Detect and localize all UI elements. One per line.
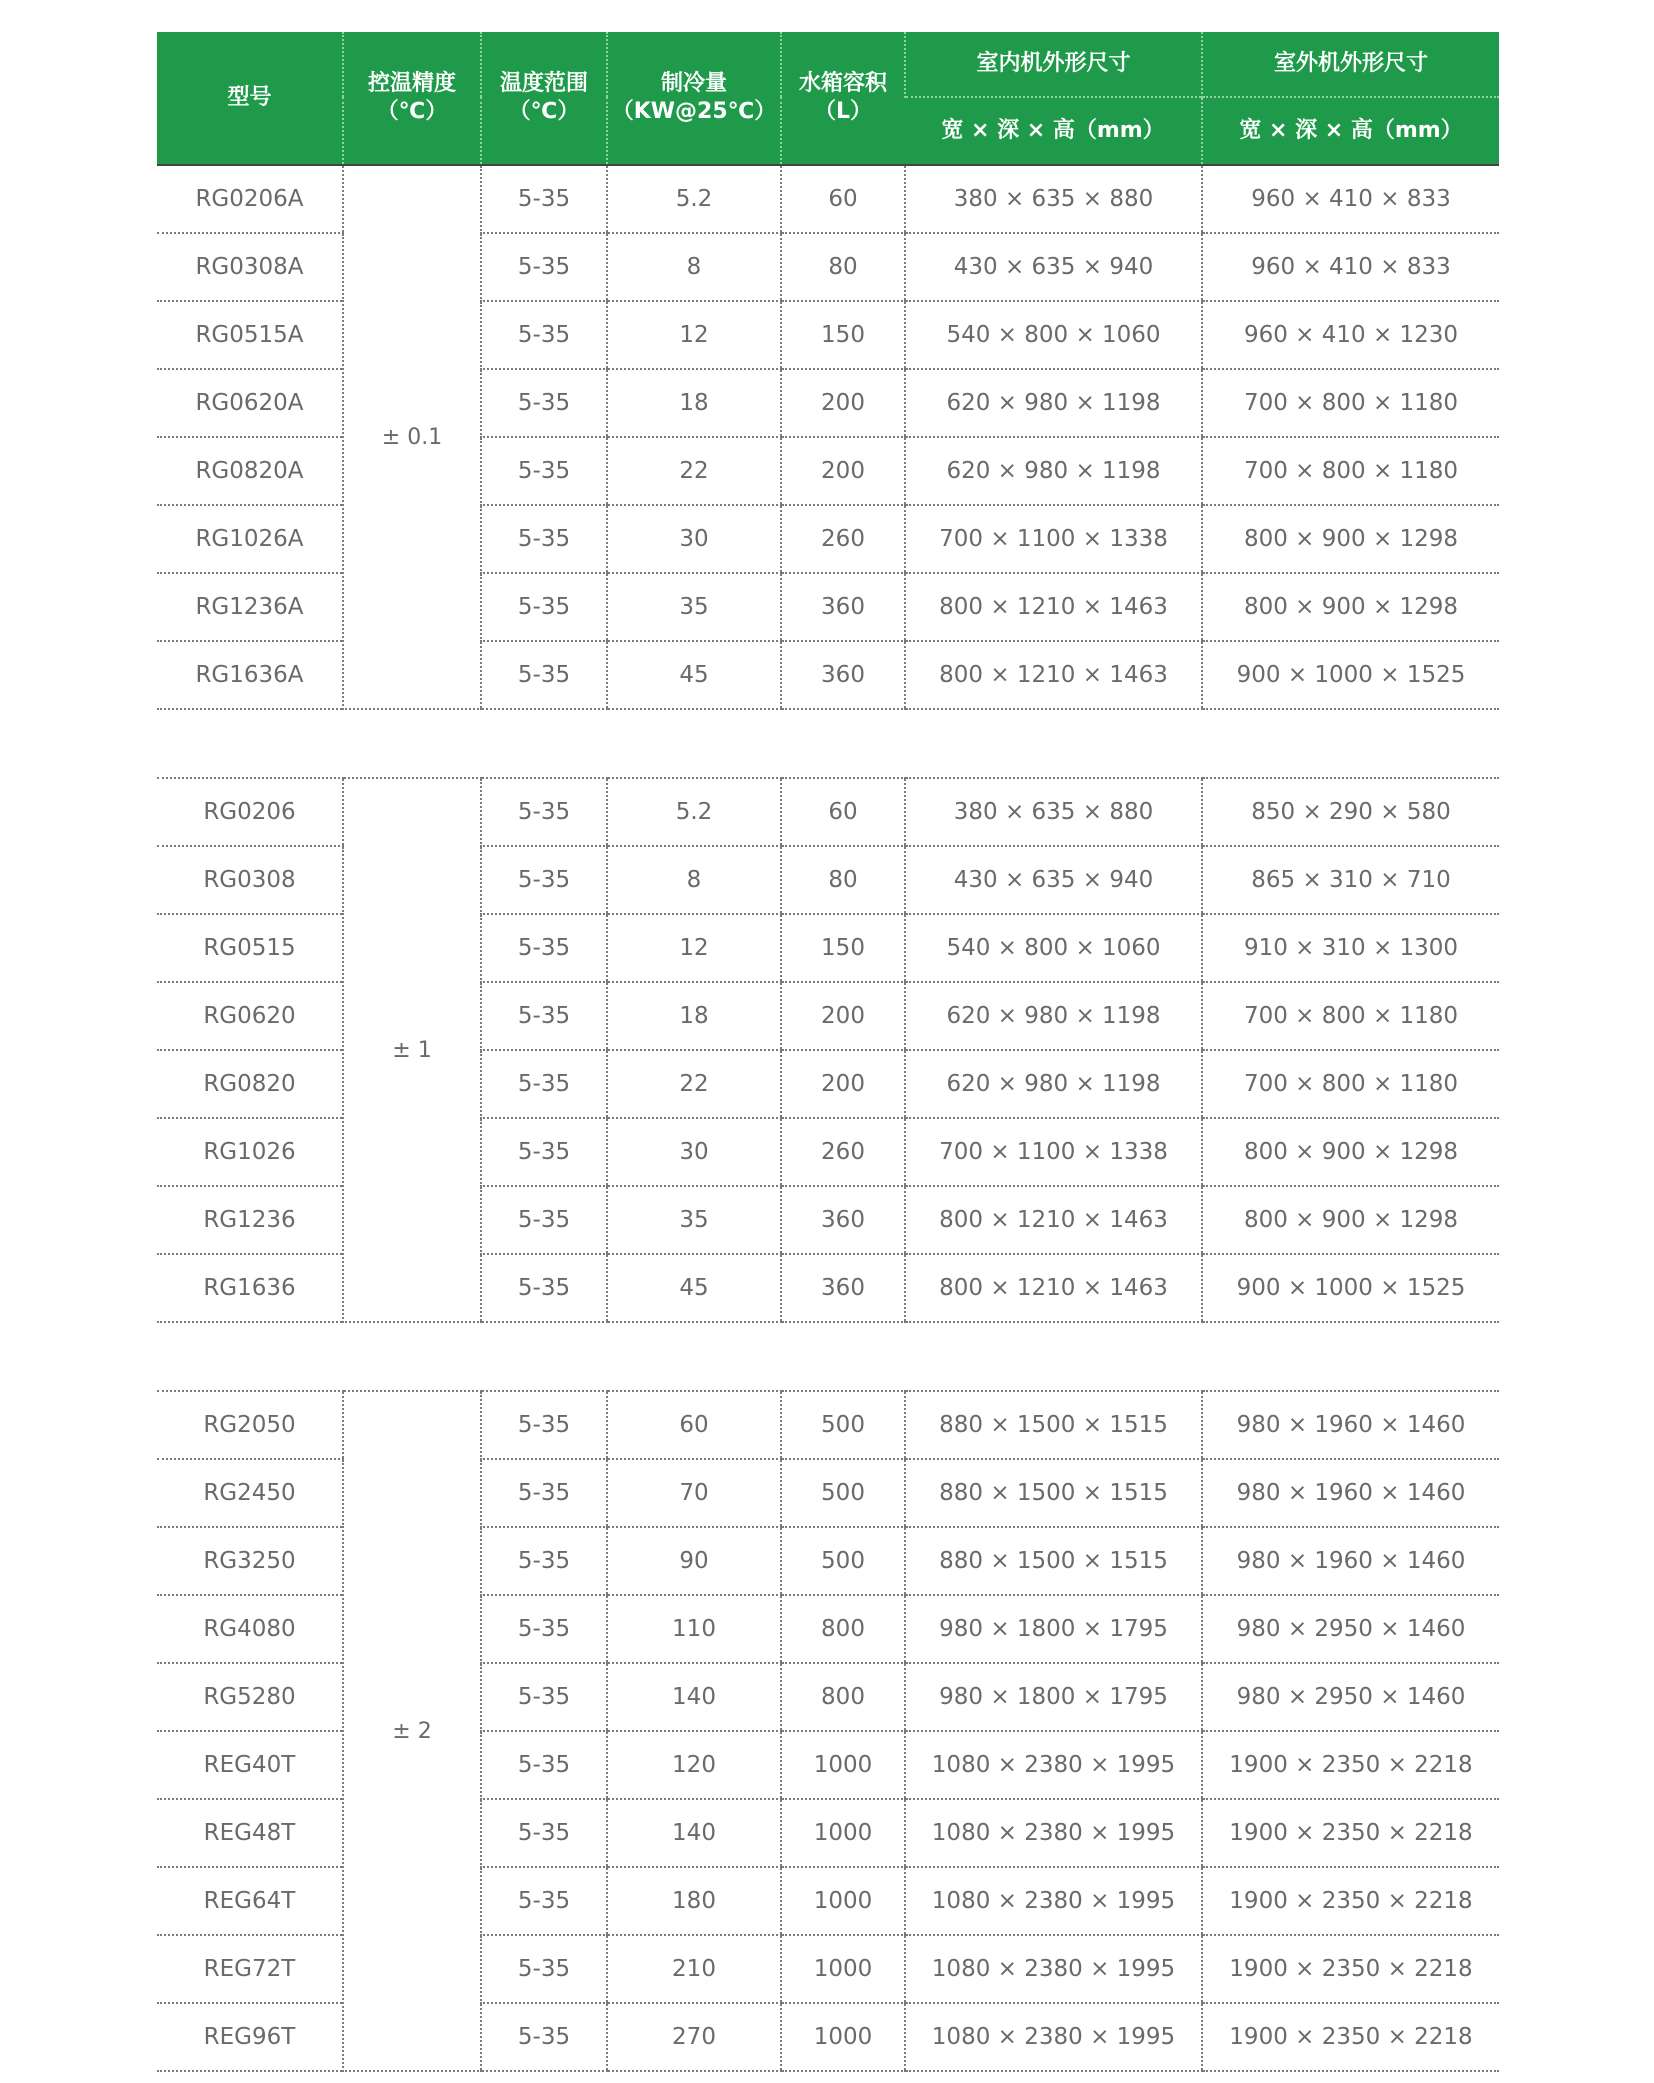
indoor-dimensions-cell: 620 × 980 × 1198 [905, 1050, 1202, 1118]
outdoor-dimensions-cell: 800 × 900 × 1298 [1202, 505, 1499, 573]
outdoor-dimensions-cell: 1900 × 2350 × 2218 [1202, 2003, 1499, 2071]
group-accuracy-2 [157, 1391, 1499, 2071]
header-temp-range-label: 温度范围 [499, 71, 588, 96]
tank-volume-cell: 60 [781, 165, 905, 233]
tank-volume-cell: 200 [781, 437, 905, 505]
accuracy-cell: ± 2 [343, 1391, 481, 2071]
accuracy-cell: ± 1 [343, 778, 481, 1322]
cooling-capacity-cell: 5.2 [607, 165, 781, 233]
outdoor-dimensions-cell: 1900 × 2350 × 2218 [1202, 1799, 1499, 1867]
cooling-capacity-cell: 140 [607, 1663, 781, 1731]
temp-range-cell: 5-35 [481, 1118, 607, 1186]
header-accuracy-unit: （℃） [376, 99, 448, 124]
cooling-capacity-cell: 22 [607, 437, 781, 505]
cooling-capacity-cell: 120 [607, 1731, 781, 1799]
temp-range-cell: 5-35 [481, 505, 607, 573]
indoor-dimensions-cell: 430 × 635 × 940 [905, 233, 1202, 301]
temp-range-cell: 5-35 [481, 1663, 607, 1731]
indoor-dimensions-cell: 1080 × 2380 × 1995 [905, 1867, 1202, 1935]
model-cell: RG4080 [157, 1595, 343, 1663]
tank-volume-cell: 150 [781, 914, 905, 982]
tank-volume-cell: 500 [781, 1459, 905, 1527]
header-cooling [607, 32, 781, 165]
header-indoor-sub: 宽 × 深 × 高（mm） [905, 97, 1202, 165]
group-spacer [157, 709, 1499, 778]
cooling-capacity-cell: 35 [607, 1186, 781, 1254]
header-tank-label: 水箱容积 [798, 71, 887, 96]
outdoor-dimensions-cell: 910 × 310 × 1300 [1202, 914, 1499, 982]
outdoor-dimensions-cell: 850 × 290 × 580 [1202, 778, 1499, 846]
temp-range-cell: 5-35 [481, 1050, 607, 1118]
cooling-capacity-cell: 210 [607, 1935, 781, 2003]
outdoor-dimensions-cell: 700 × 800 × 1180 [1202, 437, 1499, 505]
model-cell: RG0515 [157, 914, 343, 982]
model-cell: RG0820A [157, 437, 343, 505]
table-row [157, 165, 1499, 233]
cooling-capacity-cell: 110 [607, 1595, 781, 1663]
table-row [157, 778, 1499, 846]
cooling-capacity-cell: 140 [607, 1799, 781, 1867]
outdoor-dimensions-cell: 1900 × 2350 × 2218 [1202, 1867, 1499, 1935]
temp-range-cell: 5-35 [481, 1459, 607, 1527]
tank-volume-cell: 1000 [781, 1935, 905, 2003]
indoor-dimensions-cell: 1080 × 2380 × 1995 [905, 2003, 1202, 2071]
model-cell: REG40T [157, 1731, 343, 1799]
outdoor-dimensions-cell: 1900 × 2350 × 2218 [1202, 1935, 1499, 2003]
outdoor-dimensions-cell: 980 × 1960 × 1460 [1202, 1391, 1499, 1459]
model-cell: REG96T [157, 2003, 343, 2071]
model-cell: RG0308 [157, 846, 343, 914]
tank-volume-cell: 360 [781, 641, 905, 709]
tank-volume-cell: 80 [781, 846, 905, 914]
header-tank-unit: （L） [813, 99, 873, 124]
indoor-dimensions-cell: 430 × 635 × 940 [905, 846, 1202, 914]
temp-range-cell: 5-35 [481, 1595, 607, 1663]
temp-range-cell: 5-35 [481, 982, 607, 1050]
indoor-dimensions-cell: 800 × 1210 × 1463 [905, 641, 1202, 709]
model-cell: RG1026A [157, 505, 343, 573]
temp-range-cell: 5-35 [481, 165, 607, 233]
outdoor-dimensions-cell: 900 × 1000 × 1525 [1202, 1254, 1499, 1322]
indoor-dimensions-cell: 1080 × 2380 × 1995 [905, 1935, 1202, 2003]
temp-range-cell: 5-35 [481, 301, 607, 369]
tank-volume-cell: 60 [781, 778, 905, 846]
tank-volume-cell: 260 [781, 1118, 905, 1186]
cooling-capacity-cell: 90 [607, 1527, 781, 1595]
header-outdoor-sub: 宽 × 深 × 高（mm） [1202, 97, 1499, 165]
model-cell: RG0515A [157, 301, 343, 369]
cooling-capacity-cell: 45 [607, 1254, 781, 1322]
outdoor-dimensions-cell: 960 × 410 × 1230 [1202, 301, 1499, 369]
outdoor-dimensions-cell: 900 × 1000 × 1525 [1202, 641, 1499, 709]
tank-volume-cell: 360 [781, 573, 905, 641]
temp-range-cell: 5-35 [481, 1867, 607, 1935]
model-cell: REG48T [157, 1799, 343, 1867]
indoor-dimensions-cell: 880 × 1500 × 1515 [905, 1527, 1202, 1595]
tank-volume-cell: 260 [781, 505, 905, 573]
indoor-dimensions-cell: 540 × 800 × 1060 [905, 301, 1202, 369]
indoor-dimensions-cell: 980 × 1800 × 1795 [905, 1595, 1202, 1663]
temp-range-cell: 5-35 [481, 437, 607, 505]
cooling-capacity-cell: 8 [607, 846, 781, 914]
model-cell: RG1636A [157, 641, 343, 709]
indoor-dimensions-cell: 620 × 980 × 1198 [905, 982, 1202, 1050]
indoor-dimensions-cell: 800 × 1210 × 1463 [905, 573, 1202, 641]
temp-range-cell: 5-35 [481, 1391, 607, 1459]
cooling-capacity-cell: 12 [607, 914, 781, 982]
indoor-dimensions-cell: 880 × 1500 × 1515 [905, 1391, 1202, 1459]
indoor-dimensions-cell: 620 × 980 × 1198 [905, 369, 1202, 437]
header-accuracy-label: 控温精度 [367, 71, 456, 96]
indoor-dimensions-cell: 980 × 1800 × 1795 [905, 1663, 1202, 1731]
outdoor-dimensions-cell: 700 × 800 × 1180 [1202, 1050, 1499, 1118]
outdoor-dimensions-cell: 980 × 1960 × 1460 [1202, 1459, 1499, 1527]
tank-volume-cell: 800 [781, 1595, 905, 1663]
temp-range-cell: 5-35 [481, 233, 607, 301]
temp-range-cell: 5-35 [481, 1731, 607, 1799]
temp-range-cell: 5-35 [481, 2003, 607, 2071]
tank-volume-cell: 1000 [781, 1731, 905, 1799]
outdoor-dimensions-cell: 1900 × 2350 × 2218 [1202, 1731, 1499, 1799]
header-cooling-unit: （KW@25℃） [611, 99, 777, 124]
header-accuracy [343, 32, 481, 165]
tank-volume-cell: 360 [781, 1186, 905, 1254]
model-cell: RG0308A [157, 233, 343, 301]
group-accuracy-0-1 [157, 165, 1499, 709]
model-cell: REG64T [157, 1867, 343, 1935]
model-cell: RG3250 [157, 1527, 343, 1595]
tank-volume-cell: 360 [781, 1254, 905, 1322]
model-cell: RG0620A [157, 369, 343, 437]
temp-range-cell: 5-35 [481, 369, 607, 437]
tank-volume-cell: 1000 [781, 1799, 905, 1867]
model-cell: RG1236A [157, 573, 343, 641]
model-cell: RG1236 [157, 1186, 343, 1254]
cooling-capacity-cell: 270 [607, 2003, 781, 2071]
spec-table [157, 32, 1499, 2072]
group-spacer [157, 1322, 1499, 1391]
model-cell: REG72T [157, 1935, 343, 2003]
indoor-dimensions-cell: 1080 × 2380 × 1995 [905, 1731, 1202, 1799]
header-indoor-title: 室内机外形尺寸 [905, 32, 1202, 97]
cooling-capacity-cell: 18 [607, 369, 781, 437]
cooling-capacity-cell: 70 [607, 1459, 781, 1527]
table-header [157, 32, 1499, 165]
tank-volume-cell: 200 [781, 1050, 905, 1118]
indoor-dimensions-cell: 380 × 635 × 880 [905, 165, 1202, 233]
indoor-dimensions-cell: 540 × 800 × 1060 [905, 914, 1202, 982]
temp-range-cell: 5-35 [481, 846, 607, 914]
accuracy-cell: ± 0.1 [343, 165, 481, 709]
header-model: 型号 [157, 32, 343, 165]
cooling-capacity-cell: 30 [607, 505, 781, 573]
tank-volume-cell: 150 [781, 301, 905, 369]
model-cell: RG0206 [157, 778, 343, 846]
tank-volume-cell: 200 [781, 369, 905, 437]
temp-range-cell: 5-35 [481, 1935, 607, 2003]
cooling-capacity-cell: 30 [607, 1118, 781, 1186]
cooling-capacity-cell: 45 [607, 641, 781, 709]
model-cell: RG2450 [157, 1459, 343, 1527]
temp-range-cell: 5-35 [481, 1799, 607, 1867]
tank-volume-cell: 1000 [781, 1867, 905, 1935]
cooling-capacity-cell: 18 [607, 982, 781, 1050]
header-tank [781, 32, 905, 165]
outdoor-dimensions-cell: 865 × 310 × 710 [1202, 846, 1499, 914]
outdoor-dimensions-cell: 700 × 800 × 1180 [1202, 369, 1499, 437]
indoor-dimensions-cell: 1080 × 2380 × 1995 [905, 1799, 1202, 1867]
tank-volume-cell: 1000 [781, 2003, 905, 2071]
outdoor-dimensions-cell: 800 × 900 × 1298 [1202, 1186, 1499, 1254]
indoor-dimensions-cell: 880 × 1500 × 1515 [905, 1459, 1202, 1527]
header-cooling-label: 制冷量 [660, 71, 727, 96]
model-cell: RG1636 [157, 1254, 343, 1322]
model-cell: RG5280 [157, 1663, 343, 1731]
outdoor-dimensions-cell: 800 × 900 × 1298 [1202, 573, 1499, 641]
cooling-capacity-cell: 8 [607, 233, 781, 301]
header-temp-range [481, 32, 607, 165]
temp-range-cell: 5-35 [481, 1527, 607, 1595]
outdoor-dimensions-cell: 980 × 2950 × 1460 [1202, 1595, 1499, 1663]
header-temp-range-unit: （℃） [508, 99, 580, 124]
cooling-capacity-cell: 5.2 [607, 778, 781, 846]
tank-volume-cell: 500 [781, 1391, 905, 1459]
group-accuracy-1 [157, 778, 1499, 1322]
model-cell: RG0820 [157, 1050, 343, 1118]
indoor-dimensions-cell: 800 × 1210 × 1463 [905, 1186, 1202, 1254]
cooling-capacity-cell: 180 [607, 1867, 781, 1935]
tank-volume-cell: 800 [781, 1663, 905, 1731]
model-cell: RG0206A [157, 165, 343, 233]
model-cell: RG1026 [157, 1118, 343, 1186]
cooling-capacity-cell: 35 [607, 573, 781, 641]
indoor-dimensions-cell: 620 × 980 × 1198 [905, 437, 1202, 505]
outdoor-dimensions-cell: 960 × 410 × 833 [1202, 233, 1499, 301]
temp-range-cell: 5-35 [481, 778, 607, 846]
header-outdoor-title: 室外机外形尺寸 [1202, 32, 1499, 97]
temp-range-cell: 5-35 [481, 573, 607, 641]
table-row [157, 1391, 1499, 1459]
temp-range-cell: 5-35 [481, 1254, 607, 1322]
outdoor-dimensions-cell: 980 × 2950 × 1460 [1202, 1663, 1499, 1731]
temp-range-cell: 5-35 [481, 1186, 607, 1254]
temp-range-cell: 5-35 [481, 914, 607, 982]
cooling-capacity-cell: 22 [607, 1050, 781, 1118]
cooling-capacity-cell: 12 [607, 301, 781, 369]
indoor-dimensions-cell: 380 × 635 × 880 [905, 778, 1202, 846]
indoor-dimensions-cell: 700 × 1100 × 1338 [905, 1118, 1202, 1186]
tank-volume-cell: 200 [781, 982, 905, 1050]
temp-range-cell: 5-35 [481, 641, 607, 709]
outdoor-dimensions-cell: 960 × 410 × 833 [1202, 165, 1499, 233]
model-cell: RG0620 [157, 982, 343, 1050]
indoor-dimensions-cell: 800 × 1210 × 1463 [905, 1254, 1202, 1322]
tank-volume-cell: 80 [781, 233, 905, 301]
tank-volume-cell: 500 [781, 1527, 905, 1595]
model-cell: RG2050 [157, 1391, 343, 1459]
indoor-dimensions-cell: 700 × 1100 × 1338 [905, 505, 1202, 573]
cooling-capacity-cell: 60 [607, 1391, 781, 1459]
outdoor-dimensions-cell: 800 × 900 × 1298 [1202, 1118, 1499, 1186]
outdoor-dimensions-cell: 700 × 800 × 1180 [1202, 982, 1499, 1050]
outdoor-dimensions-cell: 980 × 1960 × 1460 [1202, 1527, 1499, 1595]
